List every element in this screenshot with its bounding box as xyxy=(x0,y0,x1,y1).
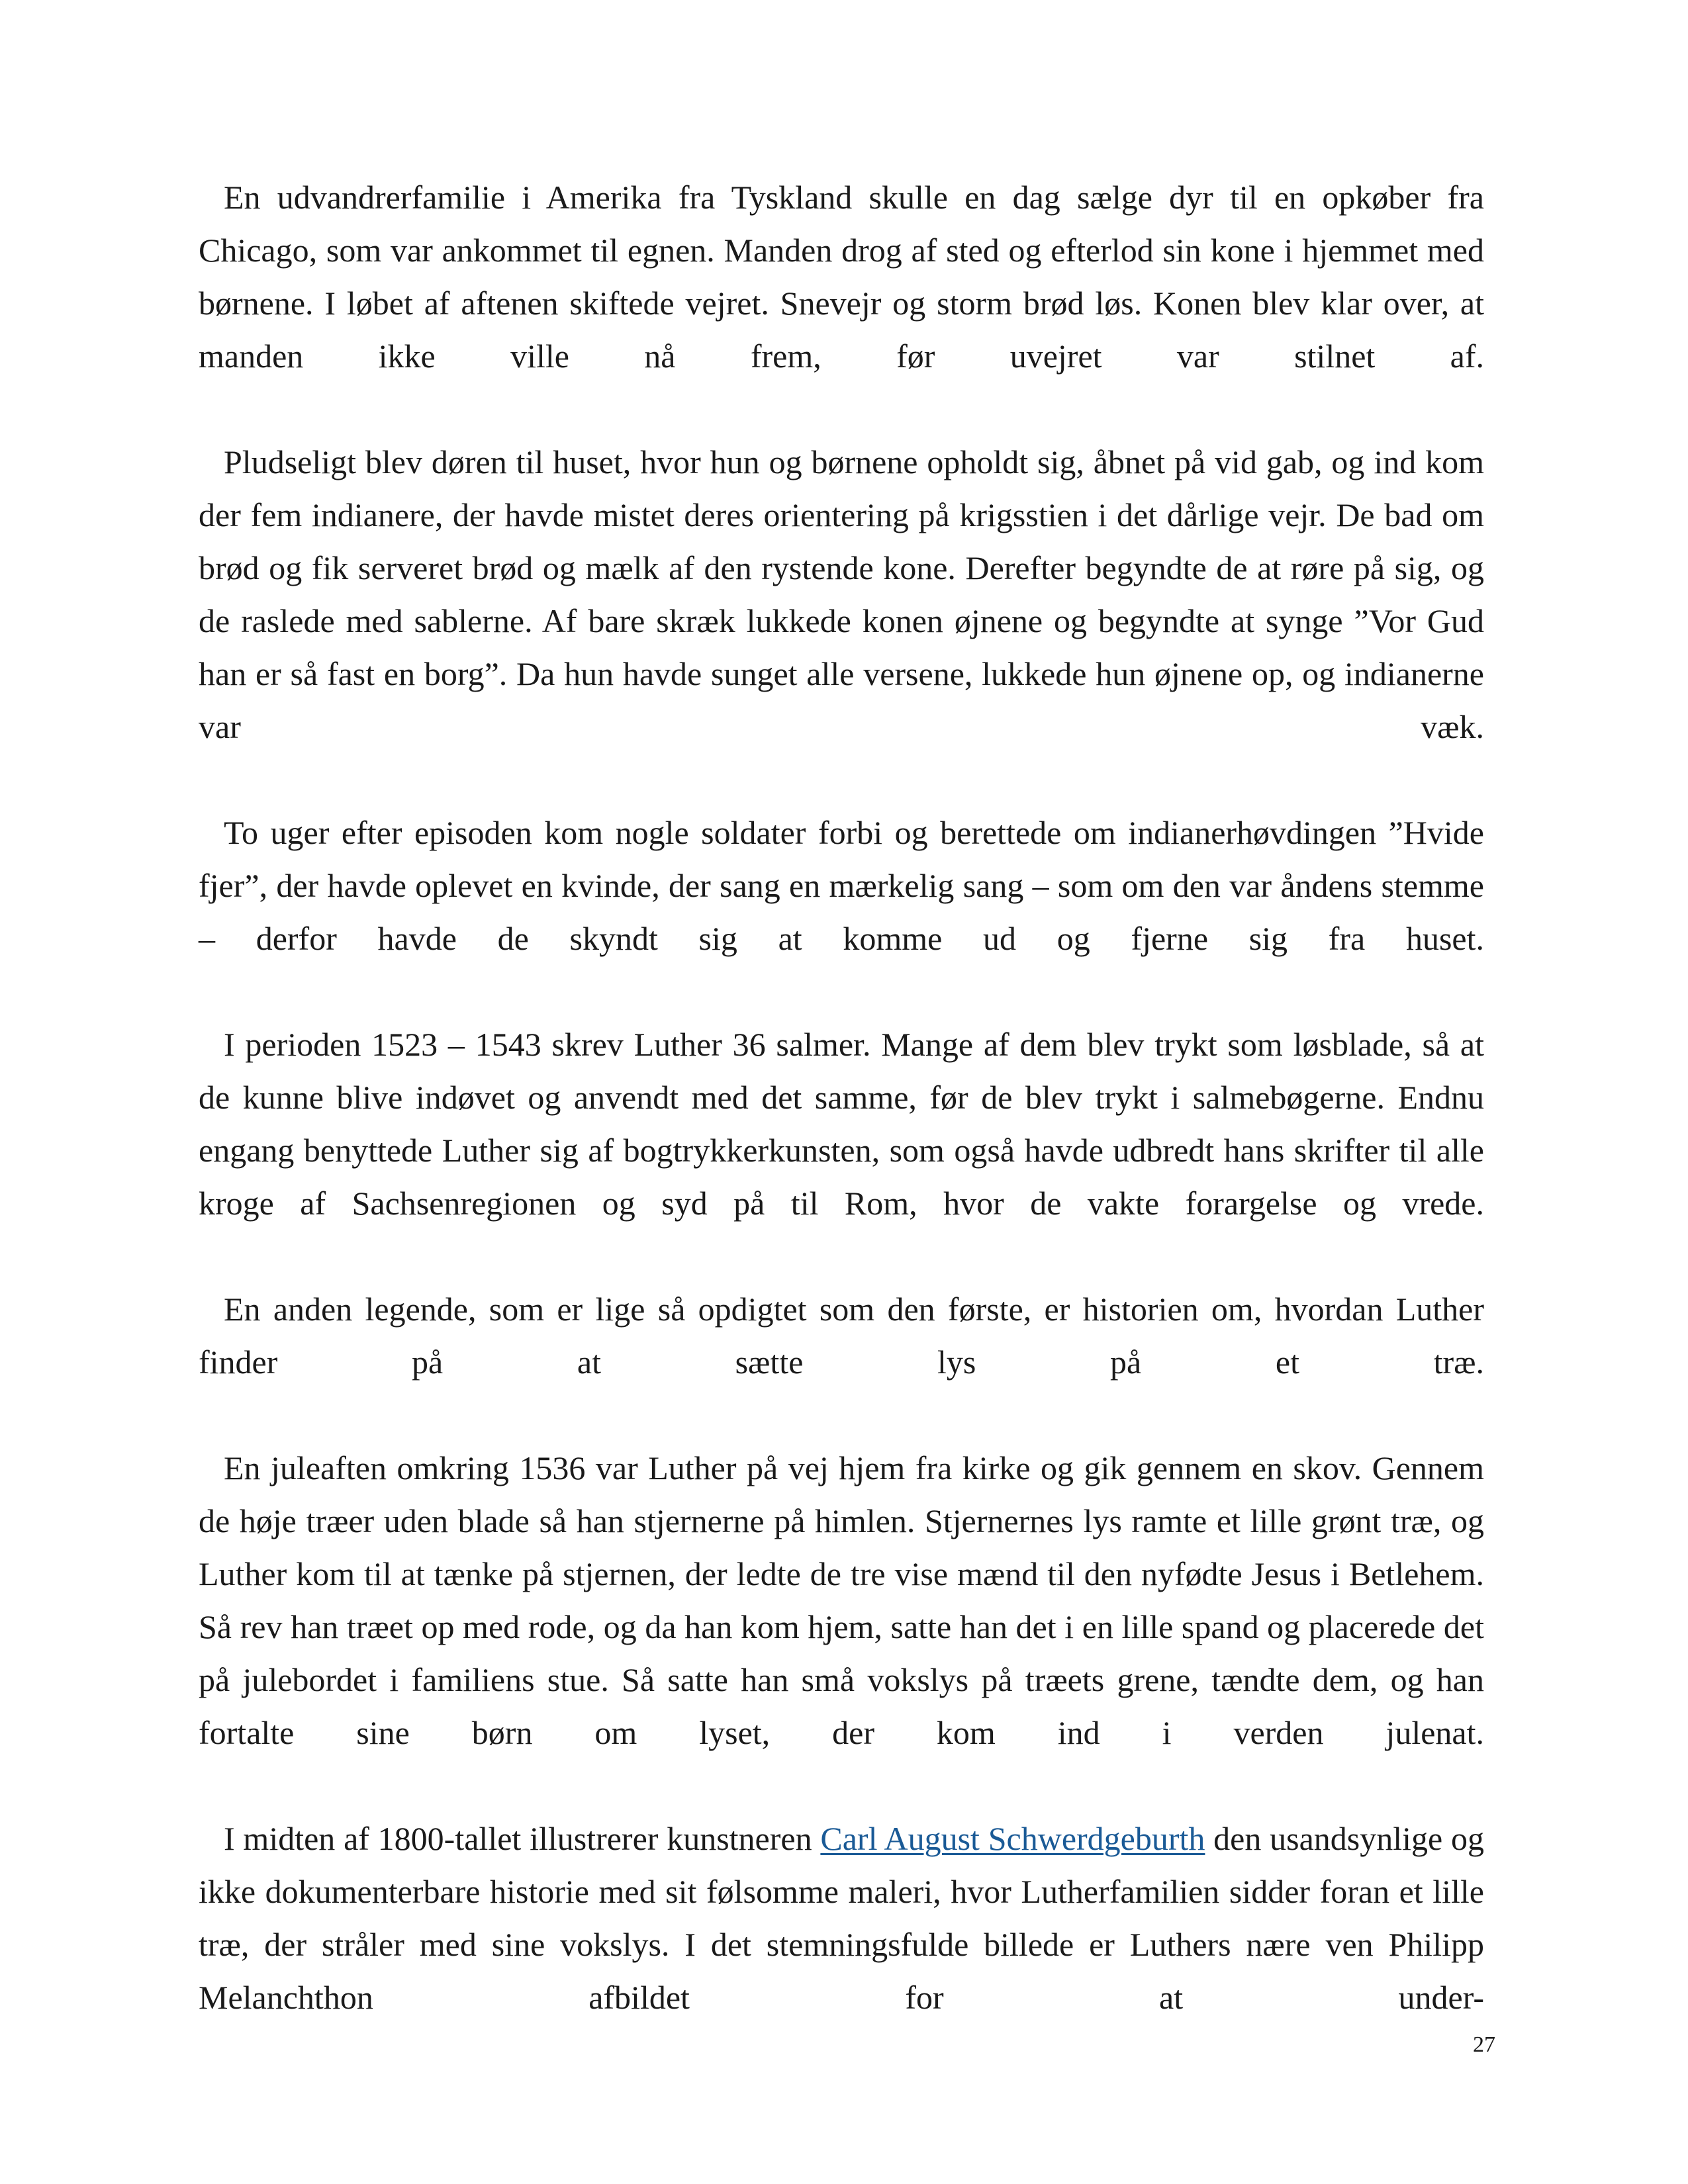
paragraph-3: To uger efter episoden kom nogle soldater forbi og berettede om indianerhøvdingen ”Hvide fjer”, der havde oplevet en kvinde, der sang en mærkelig sang – som om den var åndens stemme – derfor havde de skyndt sig at komme ud og fjerne sig fra huset. xyxy=(199,814,1484,957)
paragraph-1: En udvandrerfamilie i Amerika fra Tyskland skulle en dag sælge dyr til en opkøber fra Chicago, som var ankommet til egnen. Manden drog af sted og efterlod sin kone i hjemmet med børnene. I løbet af aftenen skiftede vejret. Snevejr og storm brød løs. Konen blev klar over, at manden ikke ville nå frem, før uvejret var stilnet af. xyxy=(199,179,1484,375)
paragraph-7-text-before-link: I midten af 1800-tallet illustrerer kunstneren xyxy=(224,1820,821,1857)
paragraph-7 xyxy=(199,1812,1484,2077)
page-number: 27 xyxy=(1473,2032,1495,2057)
artist-link[interactable]: Carl August Schwerdgeburth xyxy=(820,1820,1205,1857)
paragraph-2: Pludseligt blev døren til huset, hvor hun og børnene opholdt sig, åbnet på vid gab, og ind kom der fem indianere, der havde mistet deres orientering på krigsstien i det dårlige vejr. De bad om brød og fik serveret brød og mælk af den rystende kone. Derefter begyndte de at røre på sig, og de raslede med sablerne. Af bare skræk lukkede konen øjnene og begyndte at synge ”Vor Gud han er så fast en borg”. Da hun havde sunget alle versene, lukkede hun øjnene op, og indianerne var væk. xyxy=(199,443,1484,745)
paragraph-6: En juleaften omkring 1536 var Luther på vej hjem fra kirke og gik gennem en skov. Gennem de høje træer uden blade så han stjernerne på himlen. Stjernernes lys ramte et lille grønt træ, og Luther kom til at tænke på stjernen, der ledte de tre vise mænd til den nyfødte Jesus i Betlehem. Så rev han træet op med rode, og da han kom hjem, satte han det i en lille spand og placerede det på julebordet i familiens stue. Så satte han små vokslys på træets grene, tændte dem, og han fortalte sine børn om lyset, der kom ind i verden julenat. xyxy=(199,1449,1484,1751)
paragraph-7-text-after-link: den usandsynlige og ikke dokumenterbare historie med sit følsomme maleri, hvor Lutherfamilien sidder foran et lille træ, der stråler med sine vokslys. I det stemningsfulde billede er Luthers nære ven Philipp Melanchthon afbildet for at under- xyxy=(199,1820,1485,2016)
paragraph-5: En anden legende, som er lige så opdigtet som den første, er historien om, hvordan Luther finder på at sætte lys på et træ. xyxy=(199,1291,1484,1381)
paragraph-4: I perioden 1523 – 1543 skrev Luther 36 salmer. Mange af dem blev trykt som løsblade, så at de kunne blive indøvet og anvendt med det samme, før de blev trykt i salmebøgerne. Endnu engang benyttede Luther sig af bogtrykkerkunsten, som også havde udbredt hans skrifter til alle kroge af Sachsenregionen og syd på til Rom, hvor de vakte forargelse og vrede. xyxy=(199,1026,1484,1222)
body-text-block xyxy=(199,171,1484,2077)
